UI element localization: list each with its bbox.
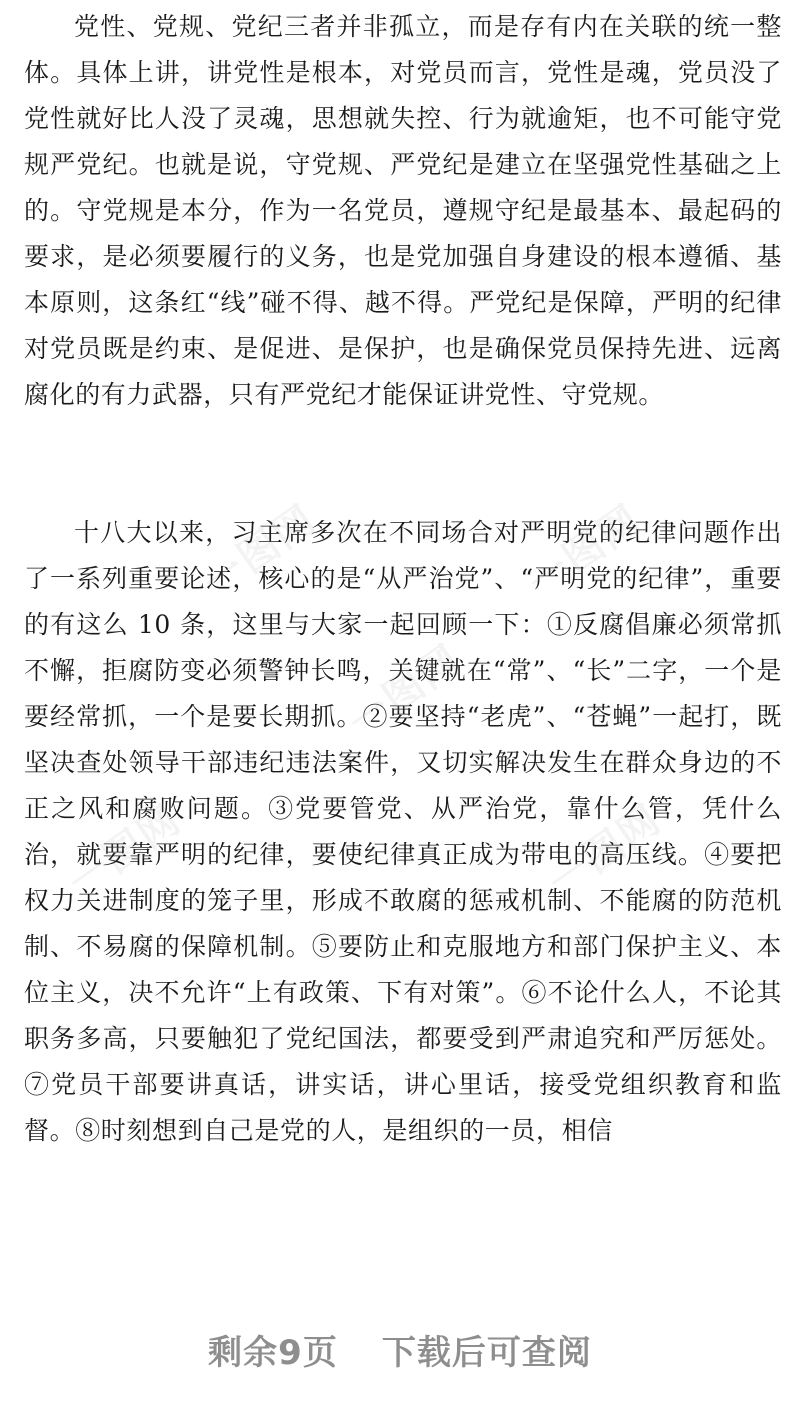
watermark-logo: 一图网 [540, 796, 670, 907]
download-hint-text: 下载后可查阅 [381, 1333, 592, 1373]
watermark-logo: 一图网 [195, 496, 325, 607]
download-preview-banner[interactable] [0, 1318, 800, 1388]
paragraph-discipline-points: 十八大以来，习主席多次在不同场合对严明党的纪律问题作出了一系列重要论述，核心的是“从严治党”、“严明党的纪律”，重要的有这么 10 条，这里与大家一起回顾一下：①反腐倡廉必须常抓不懈，拒腐防变必须警钟长鸣，关键就在“常”、“长”二字，一个是要经常抓，一个是要长期抓。②要坚持“老虎”、“苍蝇”一起打，既坚决查处领导干部违纪违法案件，又切实解决发生在群众身边的不正之风和腐败问题。③党要管党、从严治党，靠什么管，凭什么治，就要靠严明的纪律，要使纪律真正成为带电的高压线。④要把权力关进制度的笼子里，形成不敢腐的惩戒机制、不能腐的防范机制、不易腐的保障机制。⑤要防止和克服地方和部门保护主义、本位主义，决不允许“上有政策、下有对策”。⑥不论什么人，不论其职务多高，只要触犯了党纪国法，都要受到严肃追究和严厉惩处。⑦党员干部要讲真话，讲实话，讲心里话，接受党组织教育和监督。⑧时刻想到自己是党的人，是组织的一员，相信 [24, 518, 782, 1145]
watermark-logo: 一图网 [60, 796, 190, 907]
watermark-logo: 一图网 [520, 496, 650, 607]
watermark-logo: 一图网 [340, 636, 470, 747]
paragraph-party-spirit: 党性、党规、党纪三者并非孤立，而是存有内在关联的统一整体。具体上讲，讲党性是根本，对党员而言，党性是魂，党员没了党性就好比人没了灵魂，思想就失控、行为就逾矩，也不可能守党规严党纪。也就是说，守党规、严党纪是建立在坚强党性基础之上的。守党规是本分，作为一名党员，遵规守纪是最基本、最起码的要求，是必须要履行的义务，也是党加强自身建设的根本遵循、基本原则，这条红“线”碰不得、越不得。严党纪是保障，严明的纪律对党员既是约束、是促进、是保护，也是确保党员保持先进、远离腐化的有力武器，只有严党纪才能保证讲党性、守党规。 [24, 12, 782, 409]
remaining-pages-text: 剩余9页 [208, 1333, 338, 1373]
document-body [24, 4, 782, 1154]
